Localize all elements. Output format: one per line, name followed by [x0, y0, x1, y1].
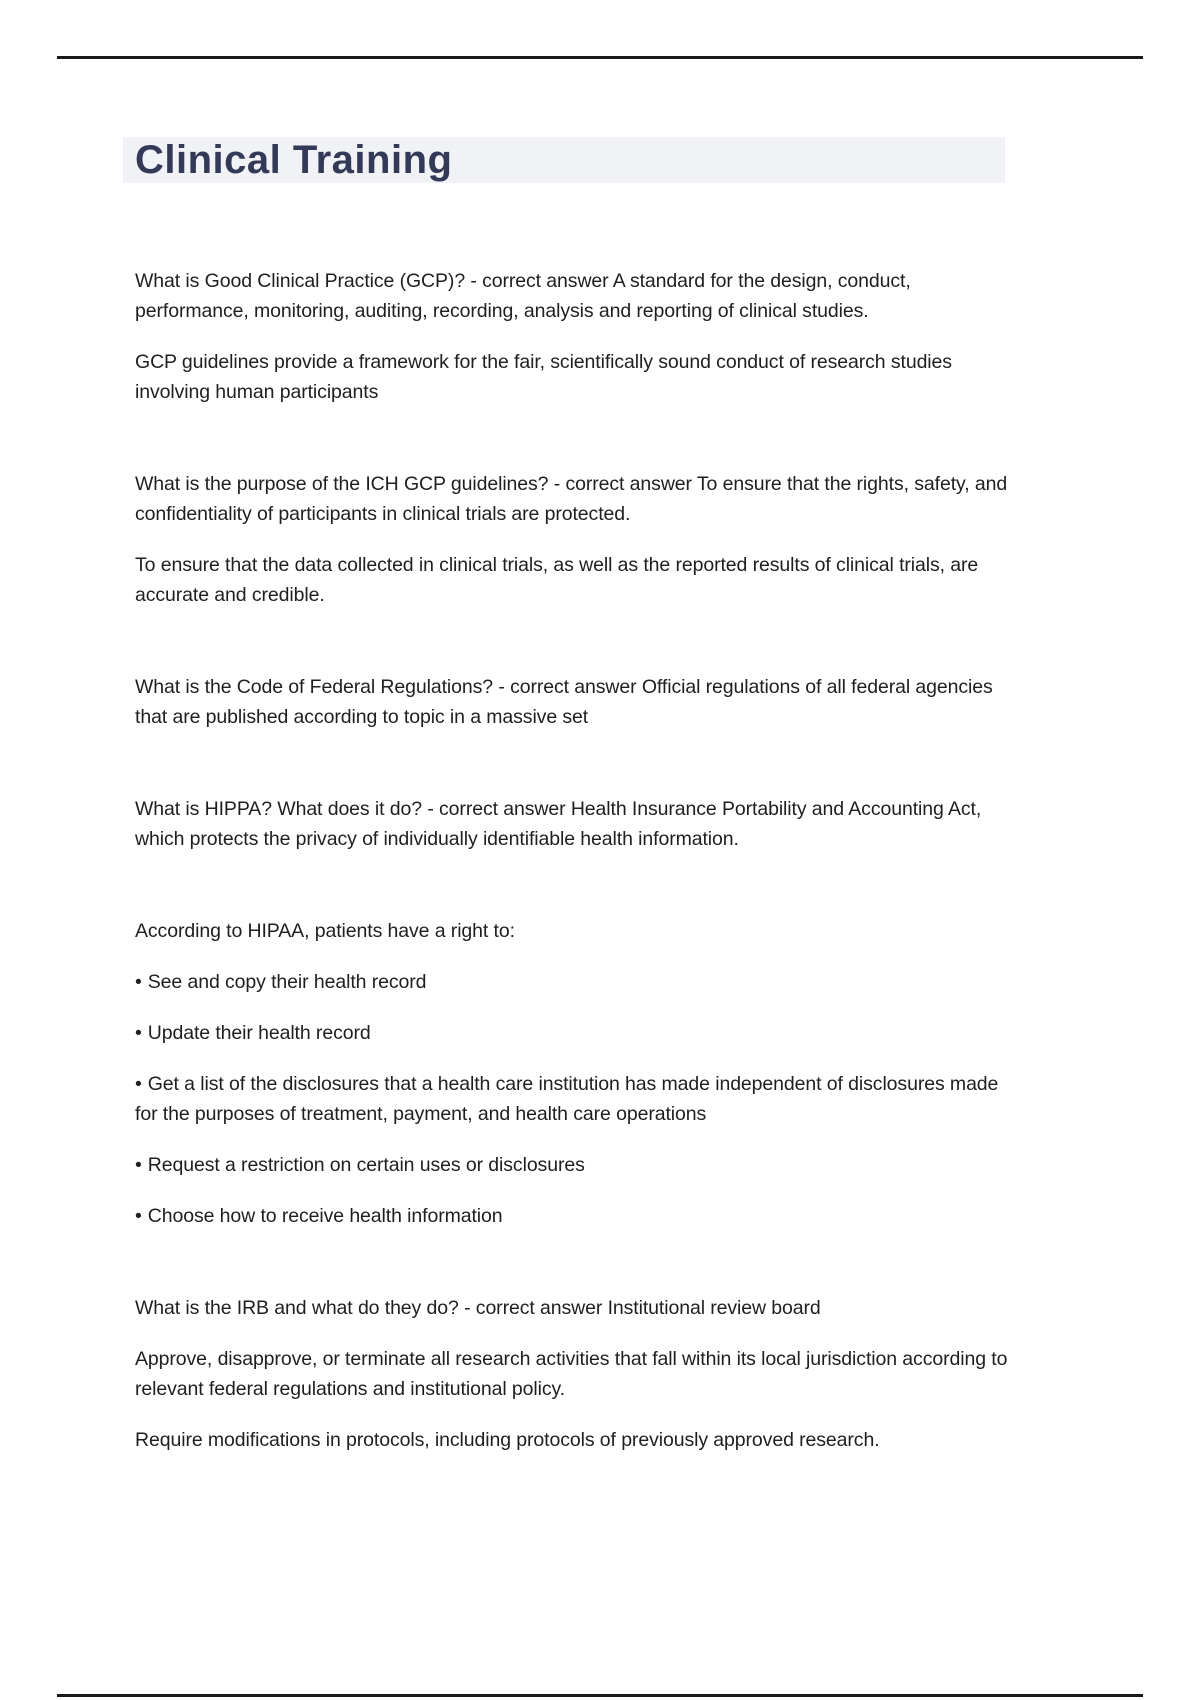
bullet-item [135, 1150, 1015, 1180]
bullet-text: Get a list of the disclosures that a health care institution has made independent of disclosures made for the purposes of treatment, payment, and health care operations [135, 1073, 999, 1125]
paragraph: According to HIPAA, patients have a right to: [135, 920, 515, 942]
page-title: Clinical Training [123, 137, 1005, 183]
paragraph: GCP guidelines provide a framework for the fair, scientifically sound conduct of research studies involving human participants [135, 351, 952, 403]
paragraph: What is HIPPA? What does it do? - correct answer Health Insurance Portability and Accounting Act, which protects the privacy of individually identifiable health information. [135, 798, 982, 850]
qa-blocks [135, 266, 1015, 1476]
paragraph: What is the purpose of the ICH GCP guidelines? - correct answer To ensure that the rights, safety, and confidentiality of participants in clinical trials are protected. [135, 473, 1008, 525]
section-gap [135, 428, 1015, 469]
bullet-item [135, 1069, 1015, 1129]
section-gap [135, 1252, 1015, 1293]
bullet-text: Request a restriction on certain uses or disclosures [147, 1154, 585, 1176]
bullet-item [135, 967, 1015, 997]
bullet-icon: • [135, 1205, 142, 1227]
bullet-icon: • [135, 1154, 142, 1176]
bullet-text: Update their health record [147, 1022, 371, 1044]
section-gap [135, 753, 1015, 794]
bullet-icon: • [135, 1073, 142, 1095]
paragraph: What is the Code of Federal Regulations? - correct answer Official regulations of all federal agencies that are published according to topic in a massive set [135, 676, 993, 728]
section-gap [135, 875, 1015, 916]
paragraph: To ensure that the data collected in clinical trials, as well as the reported results of clinical trials, are accurate and credible. [135, 554, 979, 606]
bullet-icon: • [135, 1022, 142, 1044]
bullet-text: Choose how to receive health information [147, 1205, 503, 1227]
bullet-icon: • [135, 971, 142, 993]
paragraph: Require modifications in protocols, including protocols of previously approved research. [135, 1429, 880, 1451]
paragraph: What is Good Clinical Practice (GCP)? - correct answer A standard for the design, conduct, performance, monitoring, auditing, recording, analysis and reporting of clinical studies. [135, 270, 911, 322]
bullet-item [135, 1018, 1015, 1048]
bullet-text: See and copy their health record [147, 971, 427, 993]
paragraph: Approve, disapprove, or terminate all research activities that fall within its local jurisdiction according to relevant federal regulations and institutional policy. [135, 1348, 1008, 1400]
bottom-rule [57, 1694, 1143, 1697]
paragraph: What is the IRB and what do they do? - correct answer Institutional review board [135, 1297, 821, 1319]
section-gap [135, 631, 1015, 672]
bullet-item [135, 1201, 1015, 1231]
top-rule [57, 56, 1143, 59]
